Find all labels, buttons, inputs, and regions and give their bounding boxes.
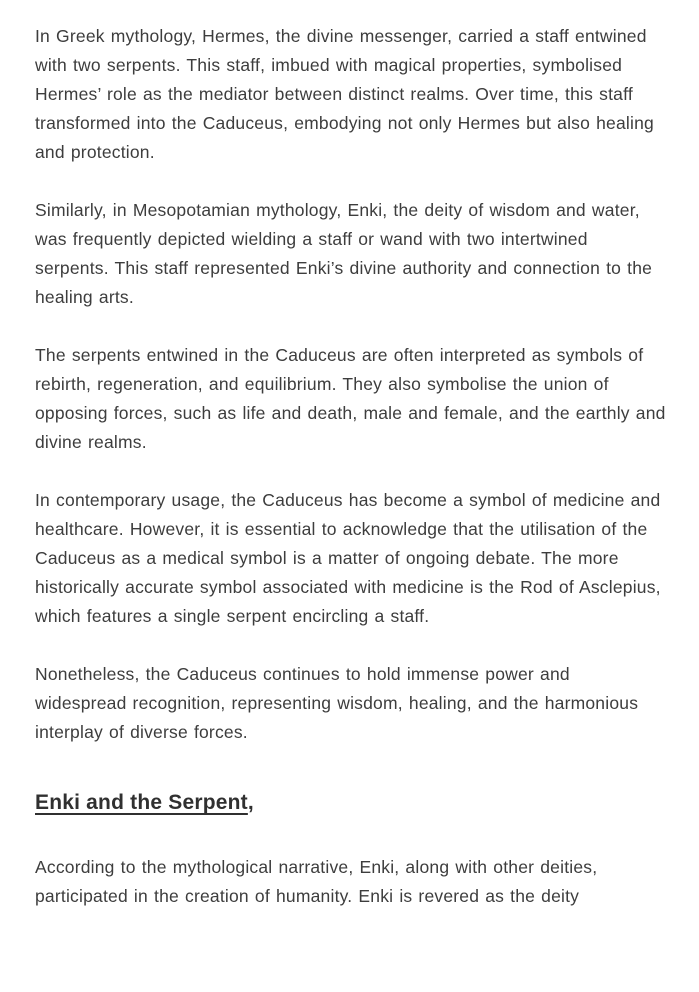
section-heading-enki-serpent [35, 788, 667, 817]
paragraph-serpent-symbolism: The serpents entwined in the Caduceus are often interpreted as symbols of rebirth, regeneration, and equilibrium. They also symbolise the union of opposing forces, such as life and death, male and female, and the earthly and divine realms. [35, 345, 666, 452]
paragraph-caduceus-recognition: Nonetheless, the Caduceus continues to hold immense power and widespread recognition, representing wisdom, healing, and the harmonious interplay of diverse forces. [35, 664, 639, 742]
section-heading-suffix: , [247, 791, 254, 814]
paragraph-enki-creation: According to the mythological narrative, Enki, along with other deities, participated in the creation of humanity. Enki is revered as the deity [35, 857, 598, 906]
section-heading-underlined-text: Enki and the Serpent [35, 791, 248, 814]
paragraph-contemporary-usage: In contemporary usage, the Caduceus has become a symbol of medicine and healthcare. However, it is essential to acknowledge that the utilisation of the Caduceus as a medical symbol is a matter of ongoing debate. The more historically accurate symbol associated with medicine is the Rod of Asclepius, which features a single serpent encircling a staff. [35, 490, 661, 626]
paragraph-hermes-caduceus: In Greek mythology, Hermes, the divine messenger, carried a staff entwined with two serpents. This staff, imbued with magical properties, symbolised Hermes’ role as the mediator between distinct realms. Over time, this staff transformed into the Caduceus, embodying not only Hermes but also healing and protection. [35, 26, 654, 162]
paragraph-enki-mesopotamia: Similarly, in Mesopotamian mythology, Enki, the deity of wisdom and water, was frequently depicted wielding a staff or wand with two intertwined serpents. This staff represented Enki’s divine authority and connection to the healing arts. [35, 200, 653, 307]
